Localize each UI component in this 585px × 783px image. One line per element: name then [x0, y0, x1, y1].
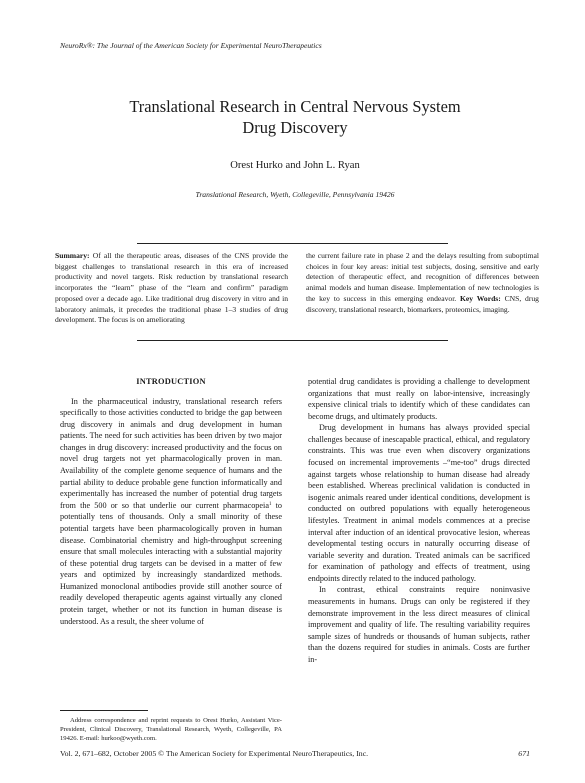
- article-title: [60, 96, 530, 138]
- abstract-left-column: [55, 251, 288, 326]
- body-paragraph: In the pharmaceutical industry, translational research refers specifically to those activities conducted to bridge the gap between drug discovery in animals and drug development in human patients. The need for such activities has been driven by two major changes in drug discovery: increased productivity and the focus on novel drug targets not yet pharmacologically proven in man. Availability of the complete genome sequence of humans and the partial ability to deduce probable gene function informatically and experimentally has increased the number of potential drug targets from the 500 or so that underlie our current pharmacopeia$^1$ to potentially tens of thousands. Only a small minority of these potential targets have been pharmacologically proven in human disease. Combinatorial chemistry and high-throughput screening ensure that small molecules interacting with a substantial majority of these potential drug targets can be devised in a matter of few years and optimized by increasingly standardized methods. Humanized monoclonal antibodies provide still another source of readily developed therapeutic agents against virtually any cloned protein target, whether or not its function in human disease is understood. As a result, the sheer volume of: [60, 396, 282, 626]
- body-paragraph: potential drug candidates is providing a challenge to development organizations that must really on labor-intensive, increasingly expensive clinical trials to identify which of these candidates can become drugs, and ultimately products.: [308, 377, 530, 421]
- title-line-1: Translational Research in Central Nervous System: [129, 97, 461, 116]
- abstract-left-text: Of all the therapeutic areas, diseases of the CNS provide the biggest challenges to translational research in this era of increased productivity and novel targets. Risk reduction by translational research incorporates the “learn” phase of the “learn and confirm” paradigm proposed over a decade ago. Like traditional drug discovery in vitro and in laboratory animals, it precedes the traditional phase 1–3 studies of drug development. The focus is on ameliorating: [55, 251, 288, 325]
- section-heading-introduction: INTRODUCTION: [136, 377, 206, 386]
- body-left-column: [60, 376, 282, 627]
- citation-line: Vol. 2, 671–682, October 2005 © The American Society for Experimental NeuroTherapeutics, Inc.: [60, 749, 369, 758]
- abstract-top-rule: [137, 243, 448, 244]
- body-paragraph: Drug development in humans has always provided special challenges because of inescapable practical, ethical, and regulatory constraints. This was true even when discovery organizations focused on incremental improvements –“me-too” drugs directed against targets whose relationship to human disease had already been established. Whereas preclinical validation is conducted in isogenic animals reared under identical conditions, development is conducted on outbred populations with equally heterogeneous lifestyles. Treatment in animal models commences at a precise interval after induction of an identical provocative lesion, whereas developmental testing occurs in naturally occurring disease of variable severity and duration. Treated animals can be sacrificed for examination of pathology and effects of treatment, using endpoints directly related to the induced pathology.: [308, 423, 530, 583]
- summary-label: Summary:: [55, 251, 90, 260]
- abstract-right-text: the current failure rate in phase 2 and the delays resulting from suboptimal choices in four key areas: initial test subjects, dosing, sensitive and early detection of therapeutic effect, and recognition of differences between animal models and human disease. Implementation of new technologies is the key to success in this emerging endeavor.: [306, 251, 539, 303]
- author-list: Orest Hurko and John L. Ryan: [230, 160, 360, 171]
- footnote-text: Address correspondence and reprint requests to Orest Hurko, Assistant Vice-President, Clinical Discovery, Translational Research, Wyeth, Collegeville, PA 19426. E-mail: hurkoo@wyeth.com.: [60, 717, 282, 742]
- page-footer: [60, 749, 530, 758]
- body-right-column: [308, 376, 530, 665]
- journal-header: NeuroRx®: The Journal of the American Society for Experimental NeuroTherapeutics: [60, 41, 322, 50]
- footnote-rule: [60, 710, 148, 711]
- keywords-label: Key Words:: [460, 293, 501, 303]
- abstract-right-column: [306, 251, 539, 315]
- keywords-text: CNS, drug discovery, translational research, biomarkers, proteomics, imaging.: [306, 293, 539, 314]
- page-number: 671: [518, 749, 530, 758]
- reference-superscript: 1: [268, 501, 272, 507]
- title-line-2: Drug Discovery: [242, 118, 348, 137]
- abstract-bottom-rule: [137, 340, 448, 341]
- author-affiliation: Translational Research, Wyeth, Collegeville, Pennsylvania 19426: [195, 190, 395, 199]
- body-paragraph: In contrast, ethical constraints require noninvasive measurements in humans. Drugs can only be registered if they demonstrate improvement in the less direct measures of clinical improvement and quality of life. The resulting variability requires sample sizes of hundreds or thousands of human subjects, rather than the dozens required for studies in animals. Costs are further in-: [308, 585, 530, 664]
- correspondence-footnote: [60, 717, 282, 744]
